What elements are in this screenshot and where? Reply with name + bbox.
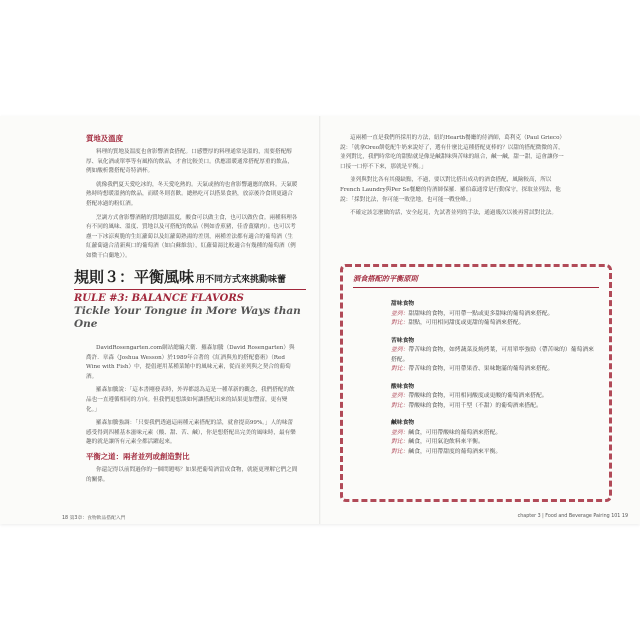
rule-subtitle-en: Tickle Your Tongue in More Ways than One	[74, 305, 301, 330]
row-text: 帶酸味的食物，可用相同酸度或更酸的葡萄酒來搭配。	[408, 393, 548, 399]
rule-heading	[74, 268, 306, 331]
row-tag: 對比：	[391, 439, 409, 445]
row-text: 鹹食，可用帶甜度的葡萄酒來平衡。	[408, 448, 502, 455]
row-tag: 並列：	[391, 393, 409, 399]
row-text: 鹹食，可用氣泡飲料來平衡。	[408, 439, 484, 445]
left-column-bottom	[86, 344, 298, 489]
section-title-balance: 平衡之道：兩者並列或創造對比	[86, 451, 190, 461]
sidebar-box-balance-principles	[340, 264, 612, 502]
row-tag: 對比：	[391, 366, 409, 372]
list-item	[391, 448, 599, 458]
row-text: 帶苦味的食物，如烤蔬菜及燒烤葉，可用單寧強勁（帶苦味的）葡萄酒來搭配。	[391, 347, 594, 363]
list-item	[391, 402, 599, 412]
group-sweet	[391, 300, 599, 329]
paragraph: 這兩種一直是我們所採用的方法，紐約Hearth餐廳的侍酒師，葛利克（Paul Grieco）說：「就拿Oreo餅乾配牛奶來說好了，選有什麼比這種搭配更棒的？以甜的搭配微微的苦，並列對比，我們時常吃的甜點就是像是鹹甜味與苦味的組合，鹹一鹹，甜一甜，這會讓你一口接一口停不下來，那就是平衡。」	[340, 135, 566, 170]
row-tag: 並列：	[391, 347, 409, 353]
section-title-texture: 質地及溫度	[86, 134, 123, 143]
group-heading: 苦味食物	[391, 337, 415, 344]
paragraph: 你還記得以前問過你的一個問題嗎？如果把葡萄酒當成食物，就能更理解它們之間的關係。	[86, 466, 298, 483]
paragraph: 烹調方式會影響酒精的質地跟溫度，酸食可以做主食，也可以做佐食。兩種料理各有不同的風味、溫度、質地以及可搭配的飲品（例如香煎豬，佳香薑燉肉）。也可以考慮一下冰涼爽脆的生紅蘿蔔以及紅蘿蔔熟湯的差別，兩種差法都有適合的葡萄酒（生紅蘿蔔適合清新爽口的葡萄酒（如白蘇維翁），紅蘿蔔湯比較適合有幾種的葡萄酒（例如微干白蘭地））。	[86, 214, 298, 259]
group-heading: 酸味食物	[391, 383, 415, 390]
group-salty	[391, 419, 599, 457]
row-text: 帶苦味的食物，可用帶果香、果味飽滿的葡萄酒來搭配。	[408, 366, 554, 372]
page-gutter	[319, 116, 321, 524]
list-item	[391, 392, 599, 402]
list-item	[391, 429, 599, 439]
paragraph: 料理的質地及溫度也會影響酒食搭配。口感豐厚的料理通常是溫的，需要搭配醇厚、氧化酒或單寧等有風格的飲品，才會比較美口。供應溫暖通常搭配厚重的飲品，例如酸析醬搭配奇特酒杯。	[86, 149, 293, 175]
row-tag: 並列：	[391, 310, 409, 317]
group-heading: 鹹味食物	[391, 420, 415, 426]
row-tag: 並列：	[391, 429, 409, 436]
row-text: 鹹食，可用帶酸味的葡萄酒來搭配。	[408, 429, 502, 436]
row-text: 甜甜味的食物，可用帶一點或更多甜味的葡萄酒來搭配。	[408, 310, 554, 317]
paragraph: 羅森加騰強調：「只要我們透過這兩種元素搭配的話，就會提高99%。」人的味蕾感受得到四種基本滋味元素（酸、甜、苦、鹹），你是想搭配出完美的風味時，最有樂趣的就是讓所有元素全都活躍起來。	[86, 420, 296, 446]
list-item	[391, 365, 599, 375]
paragraph: 就像我們夏天愛吃冰的，冬天愛吃熱的。天氣或熱的也會影響適應的飲料。天氣暖熱時時想暖溫熱的飲品，而暖冬則喜歡。總熱吃可以搭果食熟，放涼後冷食則更適合搭配冰過的粉紅酒。	[86, 181, 298, 207]
list-item	[391, 310, 599, 320]
list-item	[391, 438, 599, 448]
page-footer-left: 18 第3章：食物飲品搭配入門	[62, 516, 126, 521]
group-heading: 甜味食物	[391, 301, 415, 307]
group-sour	[391, 383, 599, 412]
list-item	[391, 346, 599, 365]
row-tag: 對比：	[391, 448, 409, 455]
left-column-top	[86, 134, 298, 266]
row-text: 甜點，可用相同甜度或更甜的葡萄酒來搭配。	[408, 320, 525, 326]
list-item	[391, 319, 599, 329]
box-title: 酒食搭配的平衡原則	[353, 274, 418, 283]
rule-title-sub: 用不同方式來挑動味蕾	[196, 275, 287, 285]
paragraph: DavidRosengarten.com網站總編大衛．羅森加騰（David Rosengarten）與喬許．章森（Joshua Wesson）於1989年合著的《紅酒與魚的搭配藝術》（Red Wine with Fish）中，提倡運用某種菜餚中的風味元素，從而並列與之契合的葡萄酒。	[86, 345, 295, 380]
paragraph: 並列與對比各有其優缺點，不過，要以對比搭出成功的酒食搭配，風險較高，所以French Laundry與Per Se餐廳的侍酒師保羅．羅伯茲通常是行動保守，探取並列法，他說：「採對比法，你可能一敗塗地，也可能一戰登峰。」	[340, 177, 561, 203]
right-column	[340, 134, 566, 223]
row-text: 帶酸味的食物，可用千型（不甜）的葡萄酒來搭配。	[408, 402, 542, 409]
paragraph: 不確定該怎麼做的話，安全起見，先試著並列的手法，通過幾次以後再嘗試對比法。	[350, 210, 557, 217]
paragraph: 羅森加騰說：「這本書剛發表時，外界都認為這是一種革新的觀念，我們搭配的飲品也一直遵循相同的方向。但我們更想談如何讓搭配出來的結果更加豐富，更有變化。」	[86, 387, 295, 413]
rule-title-en: RULE #3: BALANCE FLAVORS	[74, 289, 306, 305]
box-divider	[353, 287, 599, 288]
page-footer-right: chapter 3 | Food and Beverage Pairing 101 19	[517, 514, 628, 519]
row-tag: 對比：	[391, 320, 409, 326]
group-bitter	[391, 337, 599, 375]
rule-title-main: 規則３：平衡風味	[74, 268, 195, 286]
row-tag: 對比：	[391, 402, 409, 409]
rule-title-cn	[74, 268, 306, 289]
